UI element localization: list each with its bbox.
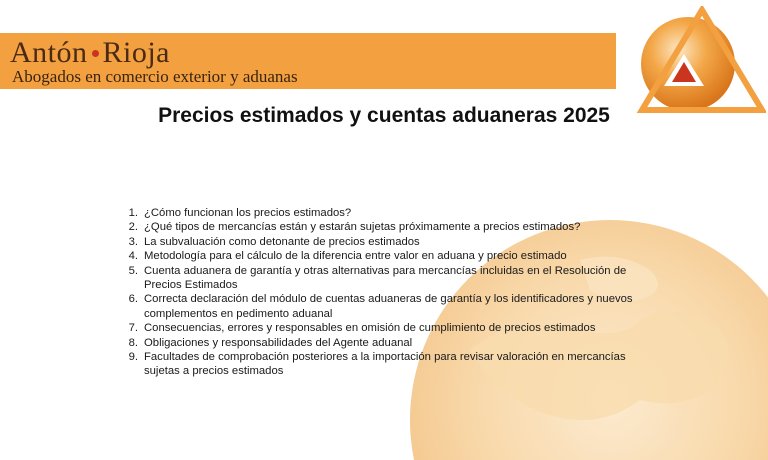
list-item bbox=[114, 321, 654, 335]
page-title: Precios estimados y cuentas aduaneras 2025 bbox=[158, 104, 610, 127]
list-item-text: Consecuencias, errores y responsables en omisión de cumplimiento de precios estimados bbox=[144, 322, 596, 335]
list-item bbox=[114, 336, 654, 350]
brand-name-first: Antón bbox=[10, 36, 88, 69]
list-item-text: Cuenta aduanera de garantía y otras alternativas para mercancías incluidas en el Resolución de Precios Estimados bbox=[144, 264, 627, 292]
list-item-number: 7. bbox=[128, 322, 138, 335]
list-item-text: Metodología para el cálculo de la diferencia entre valor en aduana y precio estimado bbox=[144, 250, 567, 263]
list-item bbox=[114, 220, 654, 234]
list-item bbox=[114, 249, 654, 263]
list-item-text: ¿Qué tipos de mercancías están y estarán sujetas próximamente a precios estimados? bbox=[144, 221, 581, 234]
list-item-number: 2. bbox=[128, 221, 138, 234]
list-item-text: Correcta declaración del módulo de cuentas aduaneras de garantía y los identificadores y nuevos complementos en pedimento aduanal bbox=[144, 293, 633, 320]
brand-dot-icon bbox=[92, 50, 99, 57]
list-item-number: 8. bbox=[128, 336, 138, 349]
brand-name-second: Rioja bbox=[102, 36, 170, 69]
list-item-text: La subvaluación como detonante de precios estimados bbox=[144, 235, 420, 248]
list-item bbox=[114, 206, 654, 220]
list-item-text: Obligaciones y responsabilidades del Agente aduanal bbox=[144, 336, 413, 349]
list-item-number: 4. bbox=[128, 250, 138, 263]
list-item-number: 1. bbox=[128, 207, 138, 219]
list-item-text: ¿Cómo funcionan los precios estimados? bbox=[144, 207, 352, 219]
list-item bbox=[114, 235, 654, 249]
list-item bbox=[114, 292, 654, 321]
list-item-text: Facultades de comprobación posteriores a la importación para revisar valoración en mercancías sujetas a precios estimados bbox=[144, 351, 626, 378]
list-item-number: 5. bbox=[128, 264, 138, 277]
list-item bbox=[114, 350, 654, 379]
topics-list bbox=[114, 206, 654, 379]
brand-name bbox=[10, 36, 170, 70]
list-item-number: 9. bbox=[128, 351, 138, 364]
globe-triangle-logo-icon bbox=[626, 6, 766, 116]
brand-tagline: Abogados en comercio exterior y aduanas bbox=[12, 67, 298, 86]
list-item-number: 3. bbox=[128, 235, 138, 248]
list-item bbox=[114, 264, 654, 293]
list-item-number: 6. bbox=[128, 293, 138, 306]
